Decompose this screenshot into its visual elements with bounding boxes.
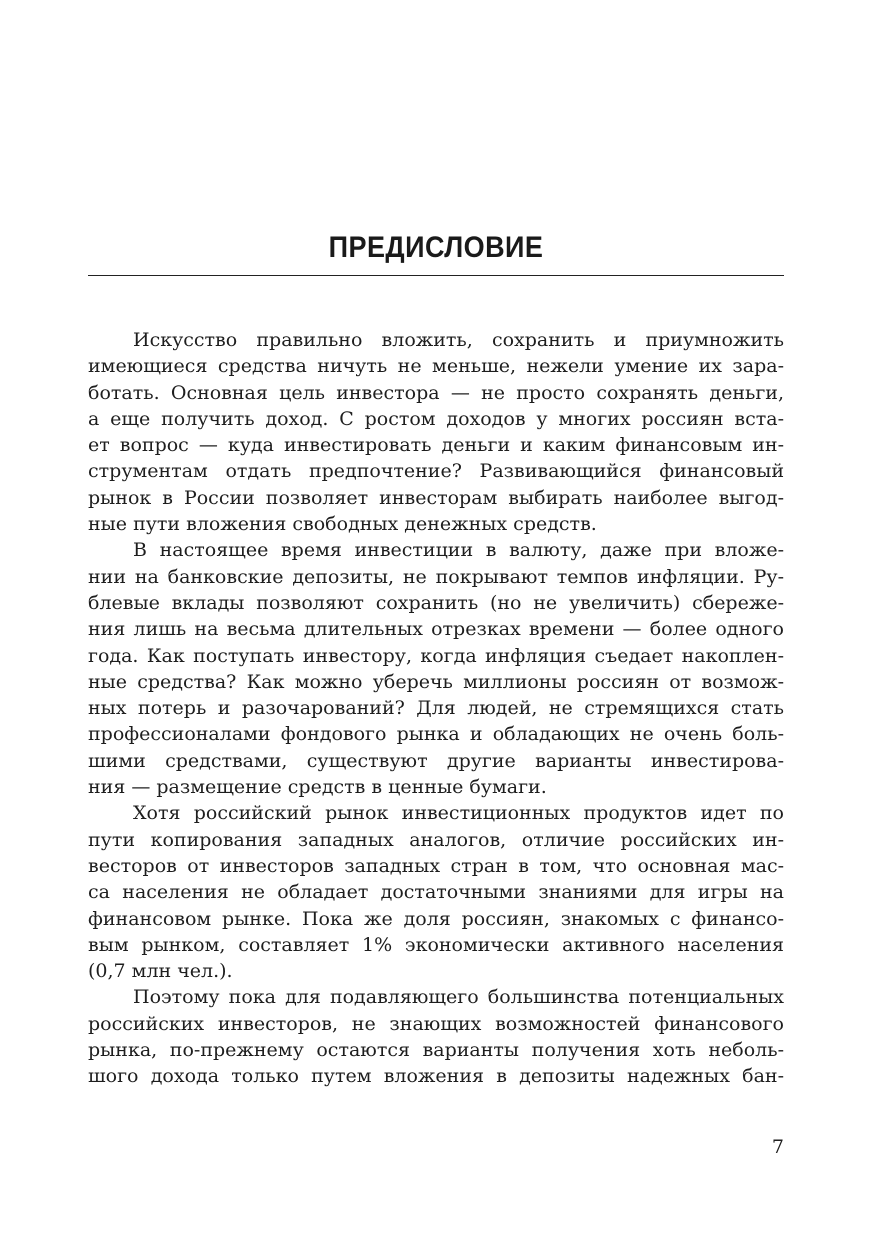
text-line: шими средствами, существуют другие варианты инвестирова- bbox=[88, 749, 784, 772]
paragraph-1 bbox=[88, 327, 784, 537]
text-line: рынок в России позволяет инвесторам выбирать наиболее выгод- bbox=[88, 486, 784, 509]
body-text bbox=[88, 327, 784, 1090]
text-line: а еще получить доход. С ростом доходов у многих россиян вста- bbox=[88, 407, 784, 430]
text-line: Искусство правильно вложить, сохранить и приумножить bbox=[133, 329, 784, 351]
text-line: года. Как поступать инвестору, когда инфляция съедает накоплен- bbox=[88, 644, 784, 667]
text-line: Хотя российский рынок инвестиционных продуктов идет по bbox=[133, 802, 784, 825]
text-line: финансовом рынке. Пока же доля россиян, знакомых с финансо- bbox=[88, 907, 784, 930]
text-line: имеющиеся средства ничуть не меньше, нежели умение их зара- bbox=[88, 355, 784, 378]
text-line: (0,7 млн чел.). bbox=[88, 960, 233, 983]
paragraph-3 bbox=[88, 800, 784, 984]
title-divider bbox=[88, 275, 784, 276]
text-line: пути копирования западных аналогов, отличие российских ин- bbox=[88, 828, 784, 851]
text-line: са населения не обладает достаточными знаниями для игры на bbox=[88, 881, 784, 904]
text-line: блевые вклады позволяют сохранить (но не увеличить) сбереже- bbox=[88, 591, 784, 614]
text-line: ботать. Основная цель инвестора — не просто сохранять деньги, bbox=[88, 381, 784, 404]
text-line: ные пути вложения свободных денежных средств. bbox=[88, 513, 597, 536]
text-line: шого дохода только путем вложения в депозиты надежных бан- bbox=[88, 1065, 784, 1088]
page-number: 7 bbox=[771, 1136, 784, 1158]
text-line: вым рынком, составляет 1% экономически активного населения bbox=[88, 933, 784, 956]
text-line: весторов от инвесторов западных стран в том, что основная мас- bbox=[88, 854, 784, 877]
text-line: ных потерь и разочарований? Для людей, не стремящихся стать bbox=[88, 697, 784, 720]
text-line: Поэтому пока для подавляющего большинства потенциальных bbox=[133, 986, 784, 1009]
text-line: ные средства? Как можно уберечь миллионы россиян от возмож- bbox=[88, 670, 784, 693]
text-line: струментам отдать предпочтение? Развивающийся финансовый bbox=[88, 460, 784, 483]
text-line: ет вопрос — куда инвестировать деньги и каким финансовым ин- bbox=[88, 434, 784, 457]
text-line: рынка, по-прежнему остаются варианты получения хоть неболь- bbox=[88, 1039, 784, 1062]
text-line: В настоящее время инвестиции в валюту, даже при вложе- bbox=[133, 539, 784, 562]
text-line: ния — размещение средств в ценные бумаги. bbox=[88, 776, 547, 799]
paragraph-4 bbox=[88, 984, 784, 1089]
page-title: ПРЕДИСЛОВИЕ bbox=[328, 231, 544, 264]
text-line: нии на банковские депозиты, не покрывают темпов инфляции. Ру- bbox=[88, 565, 784, 588]
text-line: российских инвесторов, не знающих возможностей финансового bbox=[88, 1012, 784, 1035]
paragraph-2 bbox=[88, 537, 784, 800]
text-line: профессионалами фондового рынка и обладающих не очень боль- bbox=[88, 723, 784, 746]
text-line: ния лишь на весьма длительных отрезках времени — более одного bbox=[88, 618, 784, 641]
